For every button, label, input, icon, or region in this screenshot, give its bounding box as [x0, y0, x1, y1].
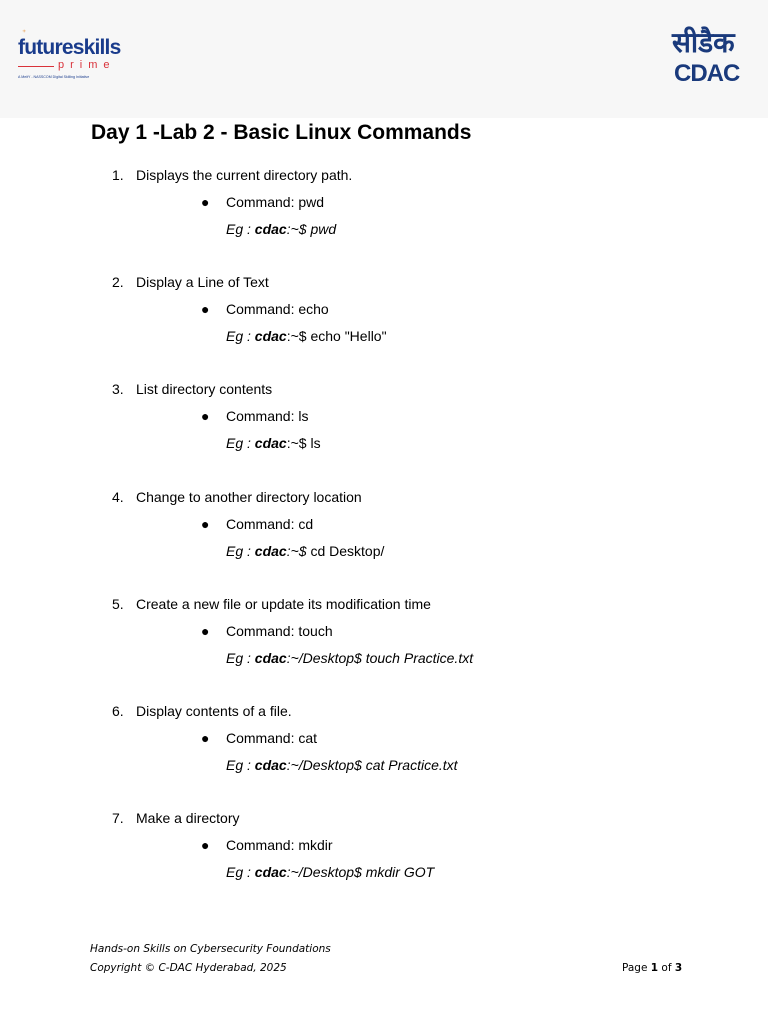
example-command: cat Practice.txt: [365, 757, 458, 773]
cdac-logo-english: CDAC: [674, 60, 740, 87]
page-title: Day 1 -Lab 2 - Basic Linux Commands: [91, 121, 472, 144]
example-hostname: cdac: [254, 757, 287, 773]
list-item-number: 6.: [112, 703, 124, 719]
command-example: [226, 327, 387, 345]
command-label: Command: touch: [226, 623, 333, 639]
example-hostname: cdac: [254, 221, 287, 237]
list-item-number: 1.: [112, 167, 124, 183]
bullet-icon: ●: [201, 623, 210, 639]
example-command: ls: [310, 435, 321, 451]
logo-divider: [18, 66, 54, 67]
command-example: [226, 542, 384, 560]
list-item: [0, 380, 768, 470]
example-prompt: :~/Desktop$: [286, 650, 366, 666]
list-item: [0, 166, 768, 256]
list-item-number: 2.: [112, 274, 124, 290]
command-label: Command: ls: [226, 408, 309, 424]
bullet-icon: ●: [201, 194, 210, 210]
list-item: [0, 273, 768, 363]
command-example: [226, 434, 321, 452]
cdac-logo-hindi: सीडैक: [672, 26, 735, 59]
example-prefix: Eg :: [226, 435, 255, 451]
command-example: [226, 649, 473, 667]
example-prompt: :~$: [286, 435, 311, 451]
command-example: [226, 756, 458, 774]
example-prefix: Eg :: [226, 543, 255, 559]
bullet-icon: ●: [201, 408, 210, 424]
list-item-number: 3.: [112, 381, 124, 397]
futureskills-prime-logo: [16, 28, 136, 88]
example-prompt: :~/Desktop$: [286, 864, 366, 880]
example-prompt: :~$: [286, 221, 311, 237]
command-label: Command: cat: [226, 730, 318, 746]
example-command: mkdir GOT: [365, 864, 435, 880]
logo-sparkle-icon: ⁺: [22, 28, 27, 37]
document-header: [0, 0, 768, 118]
bullet-icon: ●: [201, 516, 210, 532]
example-prefix: Eg :: [226, 650, 255, 666]
example-prompt: :~$: [286, 543, 311, 559]
cdac-logo: [672, 28, 752, 92]
example-prefix: Eg :: [226, 221, 255, 237]
bullet-icon: ●: [201, 730, 210, 746]
list-item-description: Display contents of a file.: [136, 703, 292, 719]
list-item-description: Make a directory: [136, 810, 240, 826]
command-label: Command: echo: [226, 301, 329, 317]
command-example: [226, 863, 434, 881]
list-item-description: Displays the current directory path.: [136, 167, 353, 183]
example-hostname: cdac: [254, 650, 287, 666]
list-item-number: 5.: [112, 596, 124, 612]
example-hostname: cdac: [254, 543, 287, 559]
bullet-icon: ●: [201, 301, 210, 317]
list-item-description: Display a Line of Text: [136, 274, 269, 290]
command-example: [226, 220, 336, 238]
example-prompt: :~/Desktop$: [286, 757, 366, 773]
footer-copyright: Copyright © C-DAC Hyderabad, 2025: [90, 962, 287, 974]
example-hostname: cdac: [254, 435, 287, 451]
example-prefix: Eg :: [226, 328, 255, 344]
example-command: touch Practice.txt: [365, 650, 474, 666]
list-item-description: List directory contents: [136, 381, 273, 397]
list-item-number: 7.: [112, 810, 124, 826]
list-item: [0, 702, 768, 792]
bullet-icon: ●: [201, 837, 210, 853]
command-label: Command: mkdir: [226, 837, 333, 853]
example-prefix: Eg :: [226, 864, 255, 880]
list-item-number: 4.: [112, 489, 124, 505]
example-prefix: Eg :: [226, 757, 255, 773]
example-prompt: :~$: [286, 328, 311, 344]
example-command: cd Desktop/: [310, 543, 385, 559]
list-item-description: Change to another directory location: [136, 489, 362, 505]
example-hostname: cdac: [254, 864, 287, 880]
list-item: [0, 809, 768, 899]
logo-tagline: A MeitY - NASSCOM Digital Skilling Initiative: [18, 75, 90, 79]
command-label: Command: pwd: [226, 194, 325, 210]
list-item: [0, 488, 768, 578]
page-number: Page 1 of 3: [622, 962, 683, 974]
example-command: pwd: [310, 221, 337, 237]
list-item-description: Create a new file or update its modification time: [136, 596, 431, 612]
logo-prime: prime: [58, 59, 116, 71]
example-hostname: cdac: [254, 328, 287, 344]
list-item: [0, 595, 768, 685]
example-command: echo "Hello": [310, 328, 387, 344]
footer-course-name: Hands-on Skills on Cybersecurity Foundations: [90, 943, 331, 955]
command-label: Command: cd: [226, 516, 314, 532]
logo-wordmark: futureskills: [18, 36, 121, 59]
